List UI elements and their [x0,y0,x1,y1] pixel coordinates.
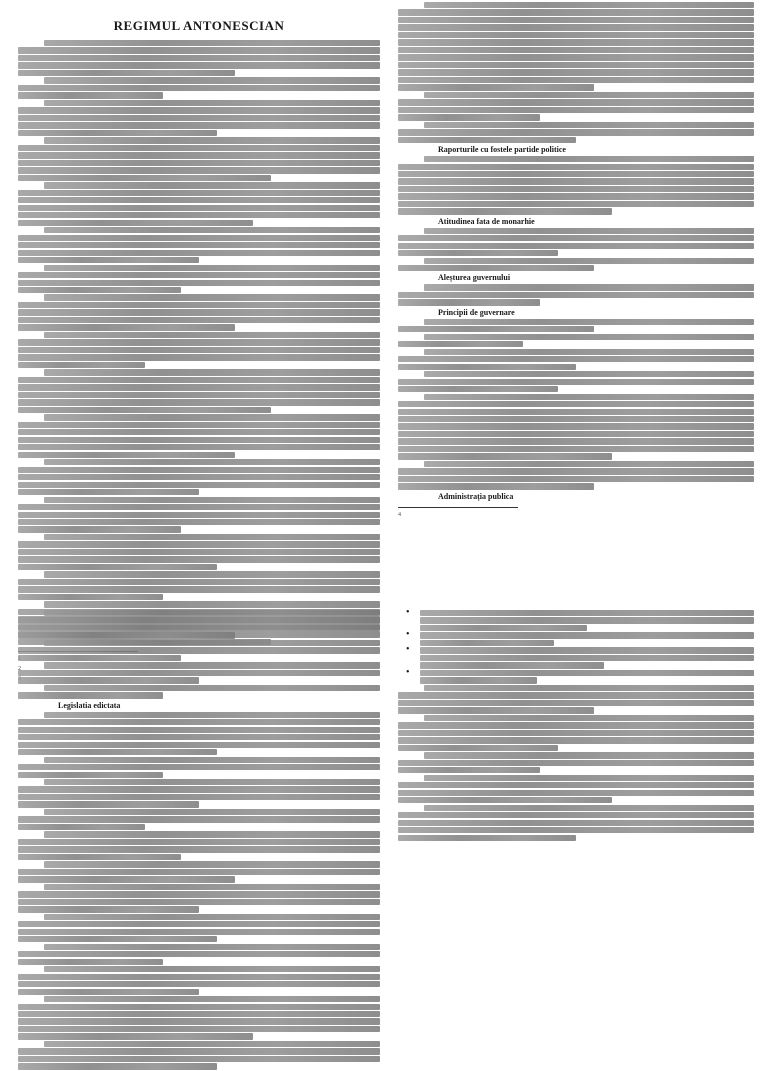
text-line [398,386,558,392]
text-line [398,409,754,415]
text-line [424,284,754,290]
text-line [18,655,181,661]
text-line [398,114,540,120]
text-line [398,235,754,241]
text-line [18,1048,380,1054]
text-line [398,171,754,177]
text-line [18,272,380,278]
text-line [398,129,754,135]
text-line [398,835,576,841]
text-line [420,677,537,683]
text-line [18,1004,380,1010]
text-line [18,749,217,755]
text-line [18,444,380,450]
text-line [398,827,754,833]
text-line [398,379,754,385]
text-line [18,399,380,405]
text-line [398,137,576,143]
text-line [18,287,181,293]
text-line [18,839,380,845]
text-line [44,459,380,465]
text-line [18,205,380,211]
text-line [424,349,754,355]
text-line [424,461,754,467]
text-line [18,959,163,965]
text-line [18,422,380,428]
text-line [398,453,612,459]
bottom-right-column [398,610,754,842]
text-line [18,302,380,308]
text-line [398,178,754,184]
text-line [44,40,380,46]
paragraph [398,2,754,501]
text-line [18,47,380,53]
text-line [18,257,199,263]
text-line [398,69,754,75]
text-line [398,250,558,256]
document-title: REGIMUL ANTONESCIAN [113,18,285,33]
text-line [398,208,612,214]
text-line [18,339,380,345]
text-line [398,107,754,113]
text-line [398,201,754,207]
top-left-column [18,18,380,682]
text-line [18,212,380,218]
text-line [424,2,754,8]
text-line [398,700,754,706]
text-line [18,115,380,121]
text-line [398,812,754,818]
text-line [18,594,163,600]
text-line [420,625,587,631]
text-line [420,640,554,646]
text-line [44,831,380,837]
footnote-mark: 4 [398,511,401,518]
text-line [18,55,380,61]
text-line [398,468,754,474]
section-heading: Administrația publica [438,491,514,501]
text-line [18,324,235,330]
text-line [398,722,754,728]
text-line [424,805,754,811]
text-line [18,489,199,495]
text-line [424,156,754,162]
text-line [44,996,380,1002]
text-line [398,438,754,444]
text-line [44,757,380,763]
text-line [18,429,380,435]
text-line [44,944,380,950]
text-line [18,1011,380,1017]
text-line [18,632,235,638]
text-line [18,317,380,323]
text-line [398,299,540,305]
text-line [18,786,380,792]
text-line [18,145,380,151]
text-line [398,99,754,105]
text-line [18,974,380,980]
text-line [18,670,380,676]
text-line [398,9,754,15]
text-line [18,362,145,368]
text-line [18,1063,217,1069]
text-line [18,407,271,413]
text-line [398,737,754,743]
text-line [18,549,380,555]
text-line [18,235,380,241]
text-line [398,39,754,45]
text-line [44,779,380,785]
text-line [424,258,754,264]
text-line [398,193,754,199]
text-line [18,504,380,510]
top-right-column [398,2,754,518]
text-line [424,92,754,98]
text-line [18,899,380,905]
text-line [18,617,380,623]
text-line [18,347,380,353]
text-line [398,790,754,796]
text-line [424,685,754,691]
text-line [18,772,163,778]
text-line [18,677,199,683]
text-line [44,182,380,188]
paragraph [398,685,754,841]
text-line [398,707,594,713]
text-line [18,742,380,748]
text-line [18,921,380,927]
text-line [398,77,754,83]
text-line [44,1041,380,1047]
list-item [398,670,754,684]
text-line [18,190,380,196]
text-line [18,891,380,897]
section-heading: Legislatia edictata [58,700,121,710]
text-line [424,394,754,400]
text-line [44,685,380,691]
text-line [18,794,380,800]
text-line [398,767,540,773]
text-line [398,820,754,826]
text-line [44,77,380,83]
text-line [18,541,380,547]
text-line [398,797,612,803]
text-line [44,332,380,338]
text-line [398,186,754,192]
bottom-left-column [18,610,380,1071]
text-line [18,280,380,286]
text-line [18,474,380,480]
text-line [44,227,380,233]
text-line [398,483,594,489]
text-line [18,130,217,136]
text-line [398,341,523,347]
text-line [18,951,380,957]
text-line [18,1026,380,1032]
text-line [18,160,380,166]
text-line [18,526,181,532]
text-line [398,423,754,429]
text-line [424,319,754,325]
text-line [18,175,271,181]
text-line [398,431,754,437]
text-line [398,446,754,452]
text-line [18,564,217,570]
text-line [44,610,380,616]
text-line [18,384,380,390]
text-line [18,936,217,942]
text-line [18,392,380,398]
text-line [398,54,754,60]
text-line [18,727,380,733]
text-line [398,32,754,38]
list-item [398,610,754,631]
list-item [398,632,754,646]
text-line [44,369,380,375]
text-line [18,579,380,585]
text-line [18,70,235,76]
text-line [44,966,380,972]
text-line [18,929,380,935]
text-line [18,854,181,860]
section-heading: Principii de guvernare [438,307,515,317]
text-line [420,655,754,661]
text-line [398,326,594,332]
text-line [18,92,163,98]
text-line [18,764,380,770]
text-line [398,476,754,482]
text-line [44,640,380,646]
text-line [398,692,754,698]
text-line [18,586,380,592]
text-line [18,152,380,158]
text-line [398,243,754,249]
text-line [398,265,594,271]
text-line [44,100,380,106]
text-line [424,228,754,234]
text-line [18,1056,380,1062]
text-line [398,47,754,53]
text-line [44,571,380,577]
text-line [44,914,380,920]
text-line [18,512,380,518]
text-line [18,846,380,852]
text-line [398,745,558,751]
text-line [18,1033,253,1039]
text-line [18,647,380,653]
text-line [18,354,380,360]
text-line [398,62,754,68]
text-line [398,84,594,90]
text-line [44,497,380,503]
text-line [398,17,754,23]
bullet-list [398,610,754,684]
text-line [18,242,380,248]
text-line [18,452,235,458]
text-line [18,989,199,995]
text-line [44,294,380,300]
text-line [18,801,199,807]
text-line [18,437,380,443]
paragraph [18,610,380,1070]
text-line [18,220,253,226]
text-line [398,730,754,736]
text-line [44,601,380,607]
footnote-rule [398,507,518,508]
text-line [18,556,380,562]
text-line [18,250,380,256]
text-line [18,197,380,203]
section-heading: Raporturile cu fostele partide politice [438,145,566,155]
text-line [398,292,754,298]
text-line [18,377,380,383]
paragraph [18,40,380,645]
text-line [44,534,380,540]
text-line [398,356,754,362]
text-line [18,824,145,830]
text-line [18,122,380,128]
text-line [44,414,380,420]
text-line [424,752,754,758]
section-heading: Aleșturea guvernului [438,273,511,283]
text-line [424,122,754,128]
text-line [424,334,754,340]
text-line [18,467,380,473]
text-line [398,164,754,170]
text-line [44,662,380,668]
text-line [18,62,380,68]
text-line [424,371,754,377]
text-line [420,617,754,623]
text-line [18,482,380,488]
text-line [420,632,754,638]
text-line [18,625,380,631]
text-line [18,692,163,698]
text-line [398,24,754,30]
text-line [424,715,754,721]
text-line [420,647,754,653]
text-line [44,809,380,815]
text-line [44,712,380,718]
text-line [420,662,604,668]
section-heading: Atitudinea fata de monarhie [438,216,535,226]
text-line [398,416,754,422]
text-line [44,884,380,890]
text-line [18,309,380,315]
text-line [18,519,380,525]
text-line [18,876,235,882]
text-line [18,734,380,740]
text-line [18,906,199,912]
text-line [18,981,380,987]
text-line [398,364,576,370]
text-line [44,861,380,867]
text-line [398,782,754,788]
list-item [398,647,754,668]
text-line [18,167,380,173]
text-line [424,775,754,781]
text-line [18,85,380,91]
text-line [18,869,380,875]
text-line [44,137,380,143]
text-line [18,719,380,725]
text-line [420,610,754,616]
text-line [420,670,754,676]
text-line [18,816,380,822]
text-line [44,265,380,271]
text-line [398,760,754,766]
text-line [398,401,754,407]
text-line [18,107,380,113]
